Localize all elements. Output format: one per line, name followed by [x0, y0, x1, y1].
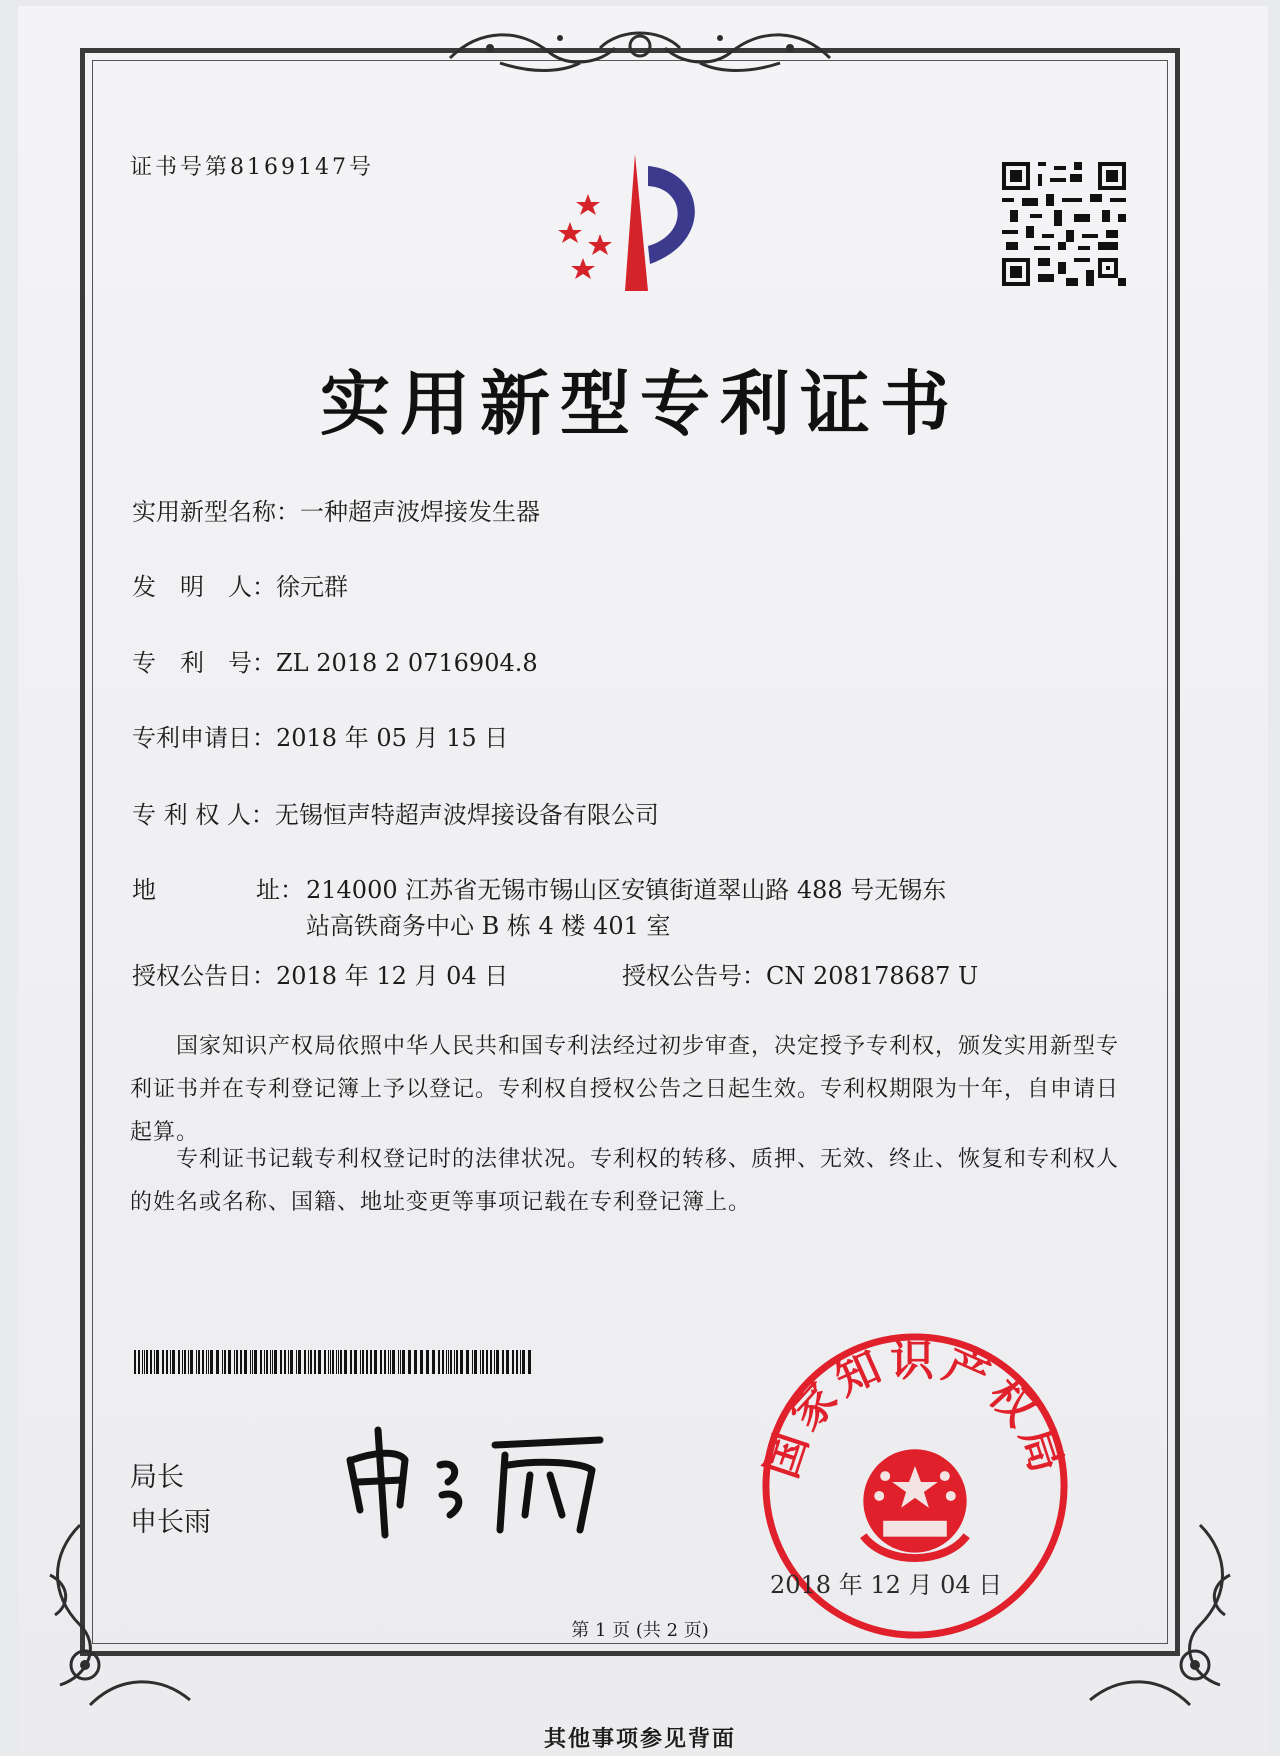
field-label: 专 利 号： [132, 649, 276, 677]
certificate-title: 实用新型专利证书 [320, 363, 960, 445]
patentee-row [132, 795, 659, 830]
field-label: 授权公告日： [132, 962, 276, 990]
seal-date: 2018 年 12 月 04 日 [770, 1571, 1003, 1599]
director-title: 局长 [130, 1462, 184, 1493]
statement-paragraph-1: 国家知识产权局依照中华人民共和国专利法经过初步审查，决定授予专利权，颁发实用新型专利证书并在专利登记簿上予以登记。专利权自授权公告之日起生效。专利权期限为十年，自申请日起算。 [130, 1034, 1120, 1145]
patent-number-row [132, 643, 538, 678]
field-label: 实用新型名称： [132, 498, 300, 526]
back-note: 其他事项参见背面 [543, 1726, 736, 1752]
patentee-value: 无锡恒声特超声波焊接设备有限公司 [274, 801, 659, 829]
grant-number-row [622, 956, 978, 991]
certificate-number: 证书号第8169147号 [130, 155, 374, 180]
filing-date-row [132, 718, 508, 753]
utility-model-name-row [132, 492, 540, 527]
grant-date-row [132, 956, 508, 991]
top-ornament [440, 18, 840, 78]
statement-paragraph-2: 专利证书记载专利权登记时的法律状况。专利权的转移、质押、无效、终止、恢复和专利权人的姓名或名称、国籍、地址变更等事项记载在专利登记簿上。 [130, 1147, 1120, 1215]
director-signature [330, 1420, 630, 1540]
barcode-icon [134, 1350, 534, 1374]
cnipa-logo-icon [530, 146, 730, 296]
inventor-value: 徐元群 [276, 573, 348, 601]
seal-text: 国家知识产权局 [756, 1335, 1074, 1485]
address-line-1: 214000 江苏省无锡市锡山区安镇街道翠山路 488 号无锡东 [306, 876, 947, 904]
grant-date-value: 2018 年 12 月 04 日 [276, 962, 509, 990]
page-number: 第 1 页 (共 2 页) [571, 1620, 709, 1641]
field-label: 专利申请日： [132, 724, 276, 752]
address-line-2: 站高铁商务中心 B 栋 4 楼 401 室 [306, 912, 671, 940]
field-label: 专 利 权 人： [132, 801, 275, 829]
utility-model-name-value: 一种超声波焊接发生器 [300, 498, 540, 526]
filing-date-value: 2018 年 05 月 15 日 [276, 724, 509, 752]
director-name: 申长雨 [130, 1507, 211, 1538]
bottom-right-ornament [1080, 1515, 1250, 1715]
inventor-row [132, 567, 348, 602]
field-label: 发 明 人： [132, 573, 276, 601]
field-label: 授权公告号： [622, 962, 766, 990]
address-label-left: 地 [132, 876, 156, 904]
bottom-left-ornament [30, 1515, 200, 1715]
address-label-right: 址： [256, 876, 304, 904]
grant-number-value: CN 208178687 U [766, 962, 979, 990]
qr-code-icon [1002, 162, 1126, 286]
patent-number-value: ZL 2018 2 0716904.8 [276, 649, 538, 677]
